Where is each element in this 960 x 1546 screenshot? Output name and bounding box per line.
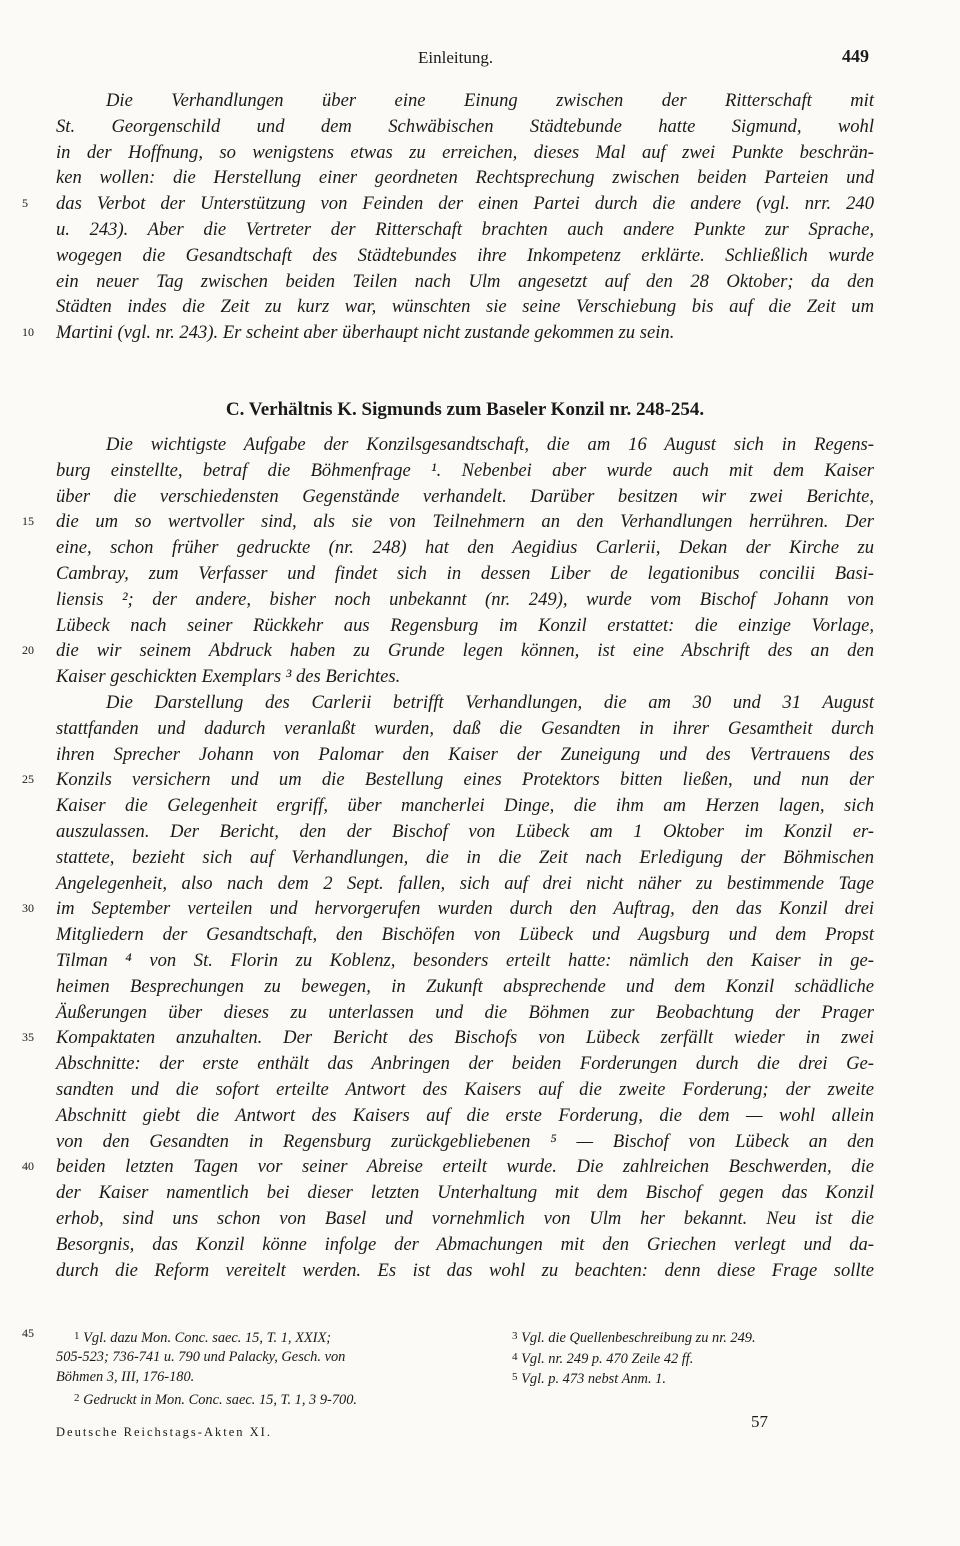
page-header (0, 44, 960, 74)
line-text: die um so wertvoller sind, als sie von Teilnehmern an den Verhandlungen herrühren. Der (56, 511, 874, 533)
line-number: 40 (22, 1159, 34, 1174)
footnote-number: 2 (74, 1391, 80, 1404)
text-line (56, 664, 874, 690)
footnotes-left-column (56, 1326, 357, 1408)
line-number: 25 (22, 772, 34, 787)
line-text: Die Darstellung des Carlerii betrifft Verhandlungen, die am 30 und 31 August (106, 691, 874, 713)
line-text: Abschnitte: der erste enthält das Anbringen der beiden Forderungen durch die drei Ge- (56, 1053, 874, 1075)
text-line (56, 114, 874, 140)
line-text: stattfanden und dadurch veranlaßt wurden, daß die Gesandten in ihrer Gesamtheit durch (56, 717, 874, 739)
text-line (56, 269, 874, 295)
footnote-text: Gedruckt in Mon. Conc. saec. 15, T. 1, 3 9-700. (83, 1391, 358, 1408)
line-text: Die Verhandlungen über eine Einung zwischen der Ritterschaft mit (106, 90, 874, 111)
text-line (56, 88, 874, 114)
text-line (56, 1258, 874, 1284)
text-line (56, 1103, 874, 1129)
line-text: heimen Besprechungen zu bewegen, in Zukunft absprechende und dem Konzil schädliche (56, 975, 874, 997)
line-text: Konzils versichern und um die Bestellung eines Protektors bitten ließen, und nun der (56, 769, 874, 791)
text-line (56, 1077, 874, 1103)
signature-mark: 57 (751, 1412, 768, 1431)
line-text: stattete, bezieht sich auf Verhandlungen, die in die Zeit nach Erledigung der Böhmischen (56, 846, 874, 868)
text-line (56, 217, 874, 243)
line-number: 30 (22, 901, 34, 916)
line-text: Die wichtigste Aufgabe der Konzilsgesandtschaft, die am 16 August sich in Regens- (106, 434, 874, 455)
text-line (56, 871, 874, 897)
text-line (56, 1000, 874, 1026)
text-line (56, 432, 874, 458)
line-text: Städten indes die Zeit zu kurz war, wünschten sie seine Verschiebung bis auf die Zeit um (56, 296, 874, 318)
footnote-line (494, 1347, 756, 1368)
line-text: auszulassen. Der Bericht, den der Bischof von Lübeck am 1 Oktober im Konzil er- (56, 820, 874, 842)
text-line (56, 819, 874, 845)
line-text: Martini (vgl. nr. 243). Er scheint aber überhaupt nicht zustande gekommen zu sein. (56, 322, 675, 344)
line-text: erhob, sind uns schon von Basel und vornehmlich von Ulm her bekannt. Neu ist die (56, 1207, 874, 1229)
line-text: Lübeck nach seiner Rückkehr aus Regensburg im Konzil erstattet: die einzige Vorlage, (56, 614, 874, 636)
text-line (22, 509, 874, 535)
line-text: burg einstellte, betraf die Böhmenfrage ¹. Nebenbei aber wurde auch mit dem Kaiser (56, 459, 874, 481)
line-text: ein neuer Tag zwischen beiden Teilen nach Ulm angesetzt auf den 28 Oktober; da den (56, 270, 874, 292)
line-text: Besorgnis, das Konzil könne infolge der Abmachungen mit den Griechen verlegt und da- (56, 1233, 874, 1255)
footnote-number: 5 (512, 1371, 518, 1383)
text-line (56, 535, 874, 561)
text-line (56, 587, 874, 613)
footnote-text: Vgl. die Quellenbeschreibung zu nr. 249. (521, 1330, 756, 1346)
footnote-number: 3 (512, 1330, 518, 1342)
line-text: im September verteilen und hervorgerufen wurden durch den Auftrag, den das Konzil drei (56, 898, 874, 920)
line-number: 35 (22, 1030, 34, 1045)
text-line (56, 561, 874, 587)
text-line (22, 1025, 874, 1051)
line-text: sandten und die sofort erteilte Antwort des Kaisers auf die zweite Forderung; der zweite (56, 1078, 874, 1100)
line-text: ken wollen: die Herstellung einer geordneten Rechtsprechung zwischen beiden Parteien und (56, 167, 874, 189)
line-number: 5 (22, 196, 28, 211)
line-text: der Kaiser namentlich bei dieser letzten Unterhaltung mit dem Bischof gegen das Konzil (56, 1182, 874, 1204)
text-line (56, 1232, 874, 1258)
text-line (56, 974, 874, 1000)
text-line (22, 1154, 874, 1180)
text-line (56, 484, 874, 510)
text-line (22, 767, 874, 793)
footnote-text: Vgl. dazu Mon. Conc. saec. 15, T. 1, XXIX; (83, 1330, 332, 1346)
line-text: u. 243). Aber die Vertreter der Ritterschaft brachten auch andere Punkte zur Sprache, (56, 218, 874, 240)
line-text: durch die Reform vereitelt werden. Es ist das wohl zu beachten: denn diese Frage sollte (56, 1259, 874, 1281)
line-text: Mitgliedern der Gesandtschaft, den Bischöfen von Lübeck und Augsburg und dem Propst (56, 924, 874, 946)
footnotes-right-column (494, 1326, 756, 1388)
line-text: Kompaktaten anzuhalten. Der Bericht des Bischofs von Lübeck zerfällt wieder in zwei (56, 1027, 874, 1049)
paragraph-2 (22, 432, 874, 1283)
text-line (56, 690, 874, 716)
line-text: Cambray, zum Verfasser und findet sich in dessen Liber de legationibus concilii Basi- (56, 562, 874, 584)
footnote-line (56, 1388, 357, 1409)
line-text: Abschnitt giebt die Antwort des Kaisers auf die erste Forderung, die dem — wohl allein (56, 1104, 874, 1126)
line-text: in der Hoffnung, so wenigstens etwas zu erreichen, dieses Mal auf zwei Punkte beschrän- (56, 141, 874, 163)
footnote-number: 4 (512, 1350, 518, 1363)
text-line (22, 191, 874, 217)
footnote-text: Vgl. nr. 249 p. 470 Zeile 42 ff. (521, 1350, 694, 1367)
text-line (56, 165, 874, 191)
line-text: Kaiser die Gelegenheit ergriff, über mancherlei Dinge, die ihm am Herzen lagen, sich (56, 795, 874, 817)
line-text: beiden letzten Tagen vor seiner Abreise erteilt wurde. Die zahlreichen Beschwerden, die (56, 1156, 874, 1178)
line-text: die wir seinem Abdruck haben zu Grunde legen können, ist eine Abschrift des an den (56, 640, 874, 662)
line-number: 20 (22, 643, 34, 658)
text-line (56, 793, 874, 819)
line-text: von den Gesandten in Regensburg zurückgebliebenen ⁵ — Bischof von Lübeck an den (56, 1130, 874, 1152)
line-text: über die verschiedensten Gegenstände verhandelt. Darüber besitzen wir zwei Berichte, (56, 485, 874, 507)
page-number: 449 (842, 46, 869, 66)
line-number: 10 (22, 325, 34, 340)
text-line (22, 320, 874, 346)
line-text: wogegen die Gesandtschaft des Städtebundes ihre Inkompetenz erklärte. Schließlich wurde (56, 244, 874, 266)
text-line (56, 1051, 874, 1077)
text-line (56, 1180, 874, 1206)
text-line (56, 1129, 874, 1155)
footnote-line (494, 1326, 756, 1347)
line-text: eine, schon früher gedruckte (nr. 248) hat den Aegidius Carlerii, Dekan der Kirche zu (56, 537, 874, 559)
line-text: Tilman ⁴ von St. Florin zu Koblenz, besonders erteilt hatte: nämlich den Kaiser in ge- (56, 949, 874, 971)
text-line (22, 896, 874, 922)
text-line (56, 845, 874, 871)
text-line (56, 243, 874, 269)
running-title: Einleitung. (418, 48, 494, 67)
text-line (56, 922, 874, 948)
text-line (56, 1206, 874, 1232)
text-line (56, 140, 874, 166)
footnote-line-number: 45 (22, 1326, 34, 1340)
line-number: 15 (22, 514, 34, 529)
line-text: St. Georgenschild und dem Schwäbischen Städtebunde hatte Sigmund, wohl (56, 115, 874, 137)
footnote-line (56, 1367, 357, 1388)
paragraph-1 (22, 88, 874, 346)
footnote-number: 1 (74, 1330, 80, 1342)
footnote-text: Vgl. p. 473 nebst Anm. 1. (521, 1371, 666, 1387)
line-text: das Verbot der Unterstützung von Feinden der einen Partei durch die andere (vgl. nrr. 240 (56, 193, 874, 215)
section-heading: C. Verhältnis K. Sigmunds zum Baseler Konzil nr. 248-254. (225, 399, 705, 420)
text-line (56, 613, 874, 639)
text-line (56, 458, 874, 484)
text-line (56, 716, 874, 742)
footnote-line (494, 1367, 756, 1388)
text-line (56, 294, 874, 320)
imprint-line: Deutsche Reichstags-Akten XI. (56, 1425, 272, 1439)
line-text: liensis ²; der andere, bisher noch unbekannt (nr. 249), wurde vom Bischof Johann von (56, 588, 874, 610)
line-text: ihren Sprecher Johann von Palomar den Kaiser der Zuneigung und des Vertrauens des (56, 743, 874, 765)
footnote-text: 505-523; 736-741 u. 790 und Palacky, Gesch. von (56, 1348, 346, 1365)
footnote-text: Böhmen 3, III, 176-180. (56, 1369, 195, 1385)
text-line (56, 948, 874, 974)
line-text: Äußerungen über dieses zu unterlassen und die Böhmen zur Beobachtung der Prager (56, 1001, 874, 1023)
text-line (22, 638, 874, 664)
line-text: Angelegenheit, also nach dem 2 Sept. fallen, sich auf drei nicht näher zu bestimmende Tage (56, 872, 874, 894)
line-text: Kaiser geschickten Exemplars ³ des Berichtes. (56, 666, 401, 688)
footnote-line (56, 1326, 357, 1347)
text-line (56, 742, 874, 768)
footnote-line (56, 1347, 357, 1368)
